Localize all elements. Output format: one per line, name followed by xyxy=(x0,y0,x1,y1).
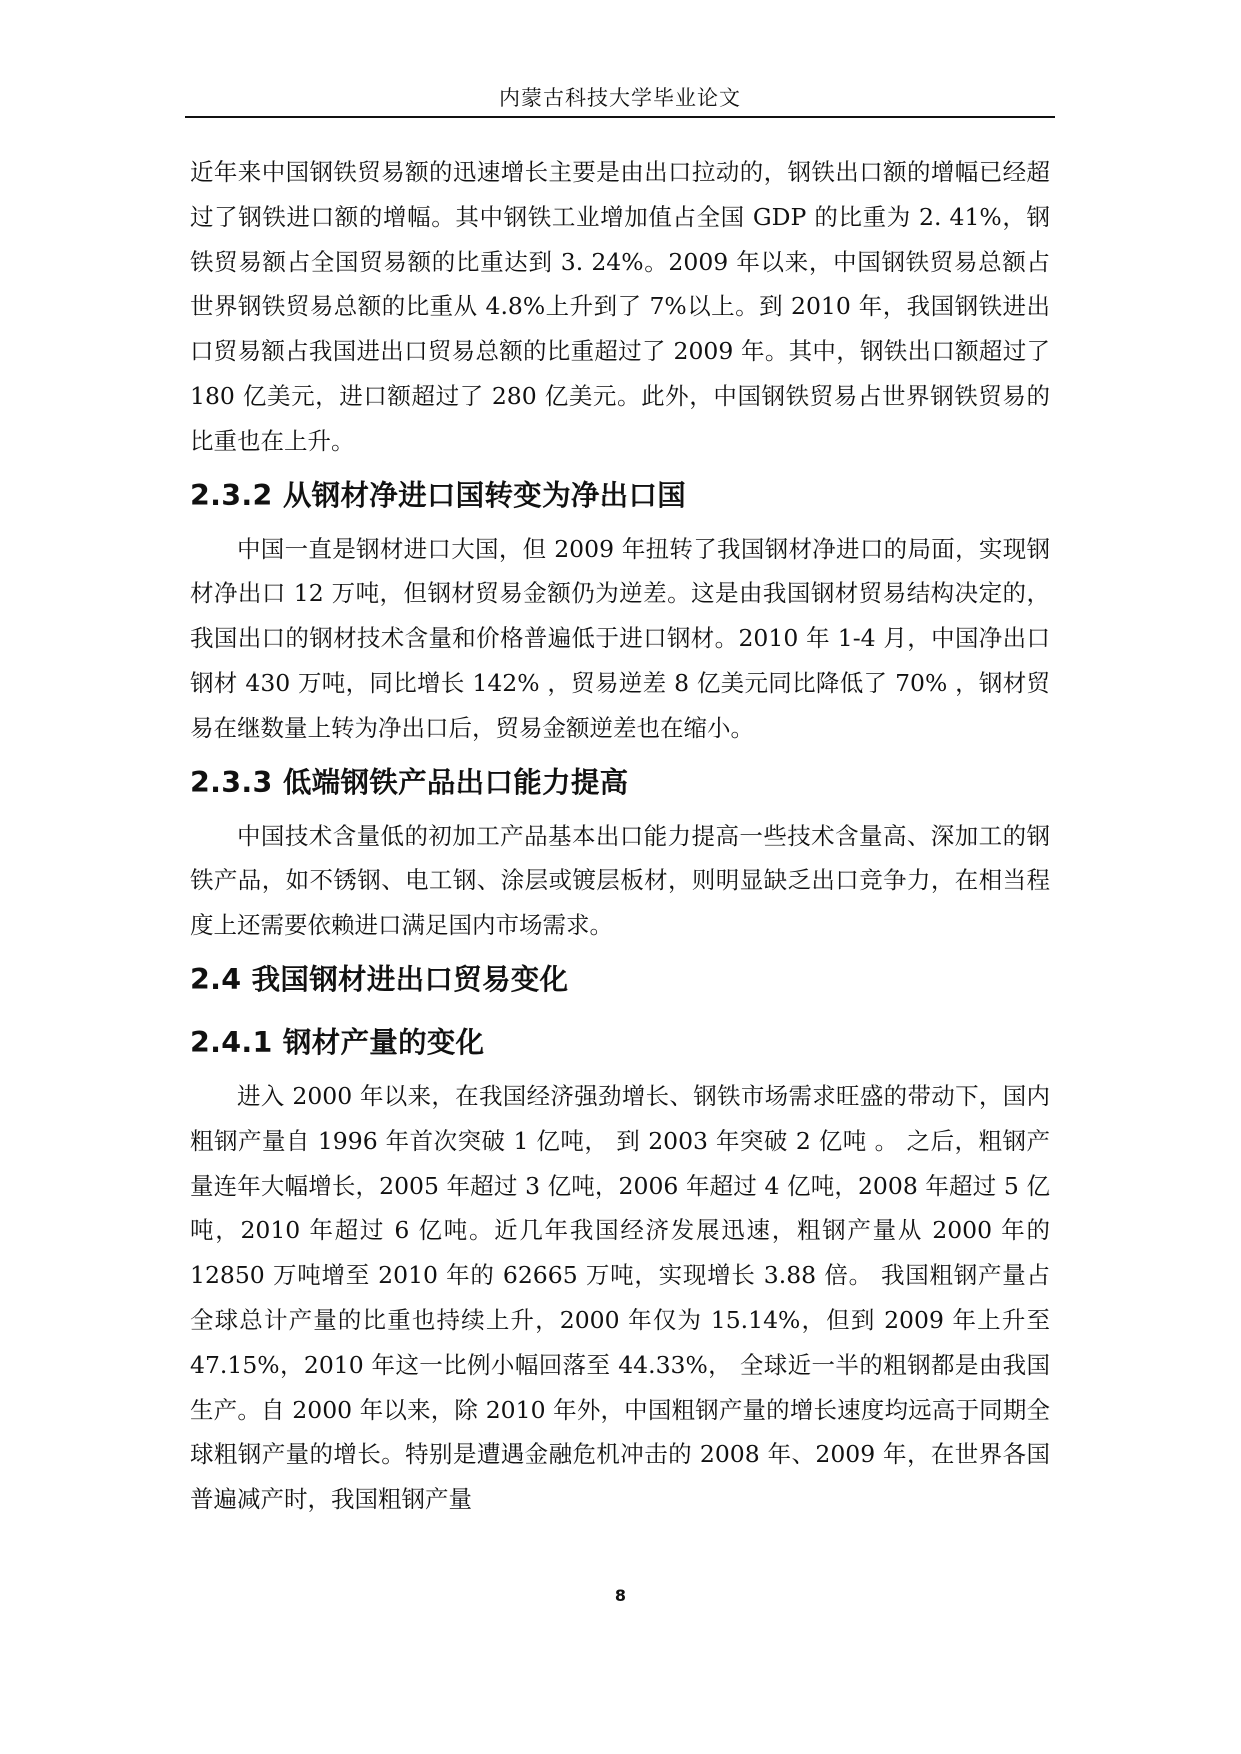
section-heading-2-4: 2.4 我国钢材进出口贸易变化 xyxy=(190,962,569,996)
running-header: 内蒙古科技大学毕业论文 xyxy=(499,86,741,110)
page-content xyxy=(190,150,1050,1522)
section-heading-2-4-1: 2.4.1 钢材产量的变化 xyxy=(190,1025,485,1059)
paragraph-net-exporter: 中国一直是钢材进口大国，但 2009 年扭转了我国钢材净进口的局面，实现钢材净出口 12 万吨，但钢材贸易金额仍为逆差。这是由我国钢材贸易结构决定的，我国出口的钢材技术含量和价格普遍低于进口钢材。2010 年 1-4 月，中国净出口钢材 430 万吨，同比增长 142% ，贸易逆差 8 亿美元同比降低了 70% ，钢材贸易在继数量上转为净出口后，贸易金额逆差也在缩小。 xyxy=(190,534,1050,742)
page-number: 8 xyxy=(614,1586,627,1605)
header-rule xyxy=(185,116,1055,118)
paragraph-trade-growth: 近年来中国钢铁贸易额的迅速增长主要是由出口拉动的，钢铁出口额的增幅已经超过了钢铁进口额的增幅。其中钢铁工业增加值占全国 GDP 的比重为 2. 41%，钢铁贸易额占全国贸易额的比重达到 3. 24%。2009 年以来，中国钢铁贸易总额占世界钢铁贸易总额的比重从 4.8%上升到了 7%以上。到 2010 年，我国钢铁进出口贸易额占我国进出口贸易总额的比重超过了 2009 年。其中，钢铁出口额超过了 180 亿美元，进口额超过了 280 亿美元。此外，中国钢铁贸易占世界钢铁贸易的比重也在上升。 xyxy=(190,158,1050,455)
section-heading-2-3-3: 2.3.3 低端钢铁产品出口能力提高 xyxy=(190,765,629,799)
paragraph-low-end-products: 中国技术含量低的初加工产品基本出口能力提高一些技术含量高、深加工的钢铁产品，如不锈钢、电工钢、涂层或镀层板材，则明显缺乏出口竞争力，在相当程度上还需要依赖进口满足国内市场需求。 xyxy=(190,821,1050,940)
section-heading-2-3-2: 2.3.2 从钢材净进口国转变为净出口国 xyxy=(190,478,687,512)
paragraph-steel-output: 进入 2000 年以来，在我国经济强劲增长、钢铁市场需求旺盛的带动下，国内粗钢产量自 1996 年首次突破 1 亿吨， 到 2003 年突破 2 亿吨 。 之后，粗钢产量连年大幅增长，2005 年超过 3 亿吨，2006 年超过 4 亿吨，2008 年超过 5 亿吨，2010 年超过 6 亿吨。近几年我国经济发展迅速，粗钢产量从 2000 年的 12850 万吨增至 2010 年的 62665 万吨，实现增长 3.88 倍。 我国粗钢产量占全球总计产量的比重也持续上升，2000 年仅为 15.14%，但到 2009 年上升至 47.15%，2010 年这一比例小幅回落至 44.33%， 全球近一半的粗钢都是由我国生产。自 2000 年以来，除 2010 年外，中国粗钢产量的增长速度均远高于同期全球粗钢产量的增长。特别是遭遇金融危机冲击的 2008 年、2009 年，在世界各国普遍减产时，我国粗钢产量 xyxy=(190,1081,1050,1514)
